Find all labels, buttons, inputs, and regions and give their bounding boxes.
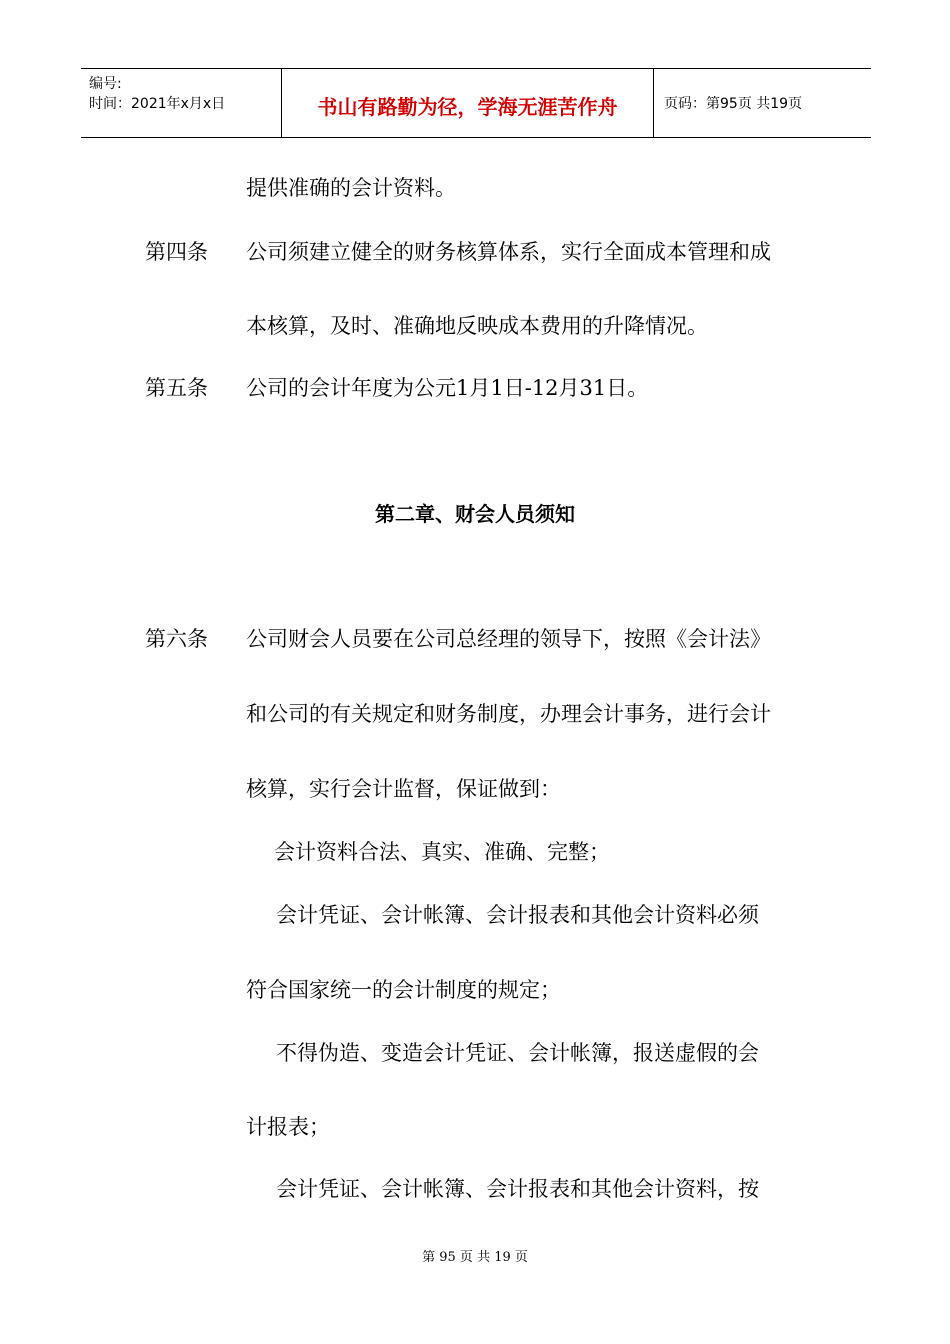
- list-item-3-line-2: 计报表；: [246, 1115, 330, 1139]
- article-6-line-2: 和公司的有关规定和财务制度，办理会计事务，进行会计: [246, 702, 771, 726]
- paragraph-line: 提供准确的会计资料。: [246, 176, 456, 200]
- header-page-info: 页码：第95页 共19页: [664, 96, 803, 112]
- list-item-1: 会计资料合法、真实、准确、完整；: [274, 840, 610, 864]
- list-item-2-line-1: 会计凭证、会计帐簿、会计报表和其他会计资料必须: [276, 903, 759, 927]
- header-motto: 书山有路勤为径，学海无涯苦作舟: [317, 95, 618, 119]
- article-6-line-3: 核算，实行会计监督，保证做到：: [246, 777, 561, 801]
- list-item-4-line-1: 会计凭证、会计帐簿、会计报表和其他会计资料，按: [276, 1177, 759, 1201]
- article-6-line-1: 公司财会人员要在公司总经理的领导下，按照《会计法》: [246, 627, 771, 651]
- header-page-cell: [654, 69, 871, 137]
- article-4-line-1: 公司须建立健全的财务核算体系，实行全面成本管理和成: [246, 240, 771, 264]
- article-4-line-2: 本核算，及时、准确地反映成本费用的升降情况。: [246, 314, 708, 338]
- article-6-label: 第六条: [145, 627, 208, 651]
- article-5-line-1: 公司的会计年度为公元1月1日-12月31日。: [246, 376, 649, 400]
- chapter-title: 第二章、财会人员须知: [375, 502, 575, 526]
- document-date: 时间：2021年x月x日: [89, 96, 226, 112]
- list-item-2-line-2: 符合国家统一的会计制度的规定；: [246, 978, 561, 1002]
- list-item-3-line-1: 不得伪造、变造会计凭证、会计帐簿，报送虚假的会: [276, 1041, 759, 1065]
- header-motto-cell: [282, 69, 654, 137]
- article-5-label: 第五条: [145, 376, 208, 400]
- header-info-cell: [81, 69, 282, 137]
- document-number-label: 编号:: [89, 76, 122, 92]
- article-4-label: 第四条: [145, 240, 208, 264]
- page-footer: 第 95 页 共 19 页: [422, 1250, 528, 1265]
- document-header: [81, 68, 871, 138]
